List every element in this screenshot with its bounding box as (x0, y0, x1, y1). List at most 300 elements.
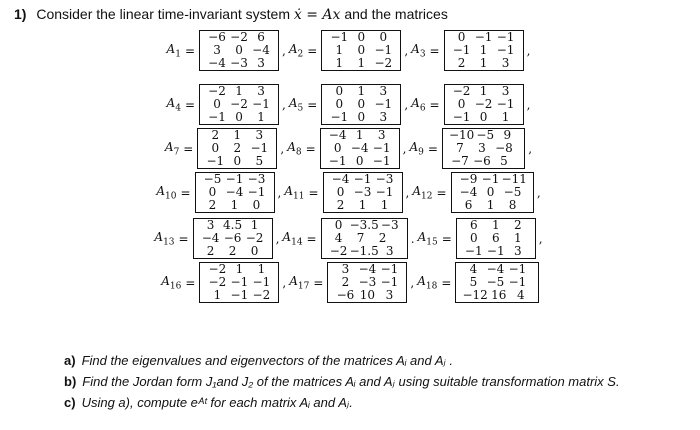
matrix-row (0, 84, 700, 125)
matrix-label: $A_6$ (411, 95, 426, 114)
matrix (456, 218, 536, 259)
matrix-row (0, 218, 700, 259)
matrix-entry: −1 (380, 262, 399, 276)
separator: , (410, 275, 415, 290)
matrix-entry: 3 (379, 110, 388, 124)
matrix-entry: 1 (491, 218, 500, 232)
matrix (442, 128, 525, 169)
matrix-entry: −4 (350, 141, 369, 155)
matrix-body (330, 173, 396, 212)
matrix-entry: −7 (451, 154, 469, 168)
separator: , (404, 97, 409, 112)
question-b (64, 371, 620, 392)
matrix-entry: 0 (357, 97, 366, 111)
equals-sign: = (307, 97, 318, 112)
problem-number: 1) (14, 6, 27, 22)
matrix-row-entries (328, 57, 394, 70)
matrix-index: 17 (297, 281, 310, 292)
matrix-definition (289, 30, 411, 71)
matrix-entry: 1 (335, 56, 344, 70)
matrix-entry: 2 (208, 198, 217, 212)
matrix (451, 172, 534, 213)
matrix-label: $A_{13}$ (154, 229, 175, 248)
matrix-entry: 3 (513, 244, 522, 258)
matrix-index: 18 (425, 281, 438, 292)
matrix-entry: −1 (328, 154, 347, 168)
matrix-entry: 0 (357, 110, 366, 124)
matrix-entry: 1 (257, 110, 265, 124)
matrix (323, 172, 403, 213)
equals-sign: = (184, 43, 196, 58)
matrix-definition (284, 172, 412, 213)
matrix-row (0, 262, 700, 303)
matrix-label: $A_5$ (288, 95, 304, 114)
matrix-definition (156, 172, 284, 213)
matrix-entry: 1 (235, 84, 243, 98)
matrix-entry: −1 (252, 97, 270, 111)
matrix-body (462, 263, 531, 302)
matrix-entry: 3 (255, 128, 264, 142)
matrix-entry: 4 (516, 288, 525, 302)
matrix-row (0, 172, 700, 213)
question-text: Find the Jordan form J₁and J₂ of the matrices Aᵢ and Aⱼ using suitable transformation matrix S. (82, 373, 620, 389)
matrix-entry: −1 (496, 30, 515, 44)
matrix-index: 5 (297, 103, 304, 114)
matrix-row-entries (328, 111, 394, 124)
equals-sign: = (436, 185, 447, 200)
matrix-entry: −1 (374, 43, 393, 57)
matrix-entry: 3 (213, 43, 221, 57)
matrix-entry: 1 (250, 218, 259, 232)
matrix-index: 13 (163, 237, 175, 248)
matrix-entry: −6 (473, 154, 491, 168)
matrix-index: 1 (175, 49, 181, 60)
question-text: Using a), compute eᴬᵗ for each matrix Aᵢ and Aⱼ. (81, 394, 353, 410)
matrix-entry: 0 (252, 198, 261, 212)
matrix-entry: 1 (486, 198, 495, 212)
matrix-entry: −1 (496, 97, 515, 111)
matrix-entry: 0 (208, 185, 217, 199)
matrix-entry: 0 (357, 30, 366, 44)
equals-sign: = (180, 185, 191, 200)
matrix (197, 128, 277, 169)
matrix-entry: −2 (374, 56, 393, 70)
equals-sign: = (429, 43, 440, 58)
matrix (321, 30, 401, 71)
matrix-body (202, 173, 268, 212)
matrix-entry: −1 (486, 244, 505, 258)
matrix-label: $A_8$ (287, 139, 302, 158)
matrix-entry: 7 (356, 231, 365, 245)
matrix-row-entries (200, 245, 266, 258)
matrix-entry: 1 (355, 128, 364, 142)
matrix-entry: −3 (247, 172, 266, 186)
matrix-entry: 0 (336, 185, 345, 199)
matrix-row-entries (206, 111, 272, 124)
matrix-label: $A_{10}$ (156, 183, 177, 202)
matrix-entry: −12 (462, 288, 488, 302)
matrix-definition (287, 128, 409, 169)
matrix-entry: −8 (495, 141, 513, 155)
matrix-entry: −1 (230, 275, 249, 289)
matrix-row-entries (206, 57, 272, 70)
matrix-label: $A_{17}$ (289, 273, 310, 292)
matrix-entry: 1 (479, 56, 488, 70)
matrix-entry: 7 (456, 141, 464, 155)
equals-sign: = (185, 275, 196, 290)
matrix-entry: −1 (464, 244, 483, 258)
matrix-entry: −1 (380, 275, 399, 289)
matrix-entry: 0 (335, 97, 344, 111)
matrix-entry: −4 (358, 262, 377, 276)
matrix-entry: 3 (341, 262, 350, 276)
matrix-entry: 1 (357, 56, 366, 70)
matrix-entry: −3 (375, 172, 394, 186)
matrix-label: $A_7$ (164, 139, 180, 158)
question-label: a) (64, 353, 76, 368)
matrix-entry: 3 (379, 84, 388, 98)
matrix-index: 10 (164, 191, 177, 202)
separator: , (282, 43, 286, 58)
matrix-entry: −4 (486, 262, 505, 276)
matrix-entry: 3 (257, 84, 265, 98)
problem-intro: Consider the linear time-invariant system (36, 6, 290, 22)
matrix-body (449, 129, 518, 168)
matrix-entry: −1 (252, 275, 271, 289)
matrix-body (458, 173, 527, 212)
matrix-body (334, 263, 400, 302)
equals-sign: = (429, 97, 440, 112)
equals-sign: = (306, 231, 317, 246)
separator: , (536, 185, 541, 200)
matrix-entry: 5 (255, 154, 264, 168)
equals-sign: = (427, 141, 438, 156)
matrix-entry: −4 (328, 128, 347, 142)
matrix-entry: 16 (491, 288, 507, 302)
matrix-entry: 2 (211, 128, 220, 142)
matrix-body (204, 129, 270, 168)
matrix-entry: −11 (501, 172, 527, 186)
matrix-definition (282, 218, 417, 259)
equals-sign: = (305, 141, 316, 156)
matrix-entry: −2 (245, 231, 264, 245)
matrix-entry: 2 (378, 231, 387, 245)
matrix-entry: −6 (208, 30, 226, 44)
matrix-entry: 4 (334, 231, 343, 245)
matrix-definition (411, 84, 533, 125)
separator: , (282, 275, 287, 290)
matrix-index: 2 (297, 49, 304, 60)
matrix-definition (161, 262, 289, 303)
matrix (199, 30, 279, 71)
matrix-entry: 0 (479, 110, 488, 124)
matrix (444, 30, 524, 71)
question-label: b) (64, 374, 77, 389)
matrix-entry: −5 (203, 172, 222, 186)
equals-sign: = (178, 231, 189, 246)
matrix-entry: −1 (330, 30, 349, 44)
matrix-entry: 1 (479, 43, 488, 57)
matrix-label: $A_{16}$ (161, 273, 182, 292)
matrix-entry: 6 (257, 30, 265, 44)
matrix (444, 84, 524, 125)
matrix-entry: 1 (380, 198, 389, 212)
separator: , (275, 231, 280, 246)
matrix-entry: 1 (335, 43, 344, 57)
separator: , (277, 185, 282, 200)
matrix-index: 3 (419, 49, 426, 60)
matrix-definition (289, 262, 417, 303)
matrix (320, 128, 400, 169)
matrix-body (451, 31, 517, 70)
matrix-entry: −2 (230, 30, 248, 44)
matrix-entry: 0 (486, 185, 495, 199)
matrix-body (451, 85, 517, 124)
matrix-entry: 1 (233, 128, 242, 142)
separator: , (280, 141, 285, 156)
matrix-row-entries (327, 155, 393, 168)
matrix-index: 4 (175, 103, 181, 114)
matrix-entry: −4 (252, 43, 270, 57)
matrix-entry: −4 (208, 56, 226, 70)
problem-statement (14, 6, 448, 23)
matrix-entry: 0 (357, 43, 366, 57)
matrix-index: 14 (291, 237, 303, 248)
matrix-entry: 3 (385, 244, 394, 258)
equals-sign: = (313, 275, 324, 290)
matrix-index: 11 (293, 191, 305, 202)
matrix-entry: 3 (501, 56, 510, 70)
matrix-entry: −1 (208, 110, 226, 124)
equals-sign: = (184, 97, 196, 112)
matrix-entry: 10 (359, 288, 376, 302)
matrix-entry: −10 (448, 128, 475, 142)
matrix-entry: 0 (233, 154, 242, 168)
matrix-entry: 2 (457, 56, 466, 70)
matrix-row-entries (206, 289, 272, 302)
matrix-index: 16 (169, 281, 182, 292)
question-list (64, 350, 620, 413)
matrix-entry: 1 (513, 231, 522, 245)
matrix-entry: −2 (474, 97, 493, 111)
matrix-entry: 0 (469, 231, 478, 245)
matrix-entry: 3 (206, 218, 215, 232)
separator: , (538, 231, 543, 246)
matrix-index: 9 (418, 147, 424, 158)
matrix-entry: −3 (353, 185, 372, 199)
matrix-row-entries (451, 57, 517, 70)
matrix-body (327, 129, 393, 168)
matrix-entry: −1.5 (349, 244, 379, 258)
equals-sign: = (307, 43, 318, 58)
matrix-entry: 0 (211, 141, 220, 155)
matrix-entry: −4 (201, 231, 220, 245)
question-a (64, 350, 620, 371)
problem-tail: and the matrices (344, 6, 448, 22)
matrix-entry: −1 (206, 154, 225, 168)
separator: , (526, 43, 531, 58)
matrix-row-entries (334, 289, 400, 302)
matrix-label: $A_{12}$ (412, 183, 433, 202)
matrix (199, 84, 279, 125)
matrix-definition (154, 218, 282, 259)
matrix-body (328, 31, 394, 70)
matrix-entry: −2 (208, 262, 227, 276)
matrix-entry: 3 (478, 141, 486, 155)
matrix-entry: −5 (503, 185, 522, 199)
matrix (195, 172, 275, 213)
matrix-entry: 1 (501, 110, 510, 124)
matrix-entry: −1 (225, 172, 244, 186)
matrix-definition (167, 30, 289, 71)
matrix-entry: −1 (372, 141, 391, 155)
matrix-definition (412, 172, 543, 213)
matrix-row-entries (328, 245, 401, 258)
matrix-entry: −1 (496, 43, 515, 57)
matrix-entry: 0 (457, 97, 466, 111)
matrix-index: 6 (419, 103, 426, 114)
matrix-row-entries (449, 155, 518, 168)
system-equation: ẋ = Ax (293, 7, 341, 23)
matrix (199, 262, 279, 303)
matrix-entry: 6 (491, 231, 500, 245)
matrix-entry: 0 (250, 244, 259, 258)
matrix (455, 262, 538, 303)
matrix-entry: −1 (375, 185, 394, 199)
matrix-entry: −4 (225, 185, 244, 199)
matrix-definition (165, 128, 287, 169)
matrix-entry: −4 (331, 172, 350, 186)
matrix-entry: −3 (358, 275, 377, 289)
matrix-entry: 5 (469, 275, 478, 289)
matrix-entry: −1 (372, 154, 391, 168)
matrix-entry: 2 (228, 244, 237, 258)
matrix-entry: −1 (508, 262, 527, 276)
matrix-entry: 6 (469, 218, 478, 232)
matrix-entry: 4.5 (223, 218, 243, 232)
matrix-entry: −1 (452, 43, 471, 57)
matrix-index: 7 (173, 147, 180, 158)
matrix-entry: 1 (358, 198, 367, 212)
matrix-entry: −1 (452, 110, 471, 124)
separator: . (410, 231, 415, 246)
separator: , (404, 43, 409, 58)
matrix-label: $A_1$ (166, 41, 181, 60)
matrix-entry: −4 (459, 185, 478, 199)
matrix-row-entries (202, 199, 268, 212)
matrix-label: $A_{14}$ (282, 229, 303, 248)
matrix-body (463, 219, 529, 258)
matrix-entry: 0 (457, 30, 466, 44)
equals-sign: = (441, 275, 452, 290)
matrix (321, 84, 401, 125)
matrix-entry: 4 (469, 262, 478, 276)
matrix-entry: 3 (501, 84, 510, 98)
matrix-entry: 0 (334, 218, 343, 232)
matrix-entry: 2 (206, 244, 215, 258)
matrix-entry: −1 (374, 97, 393, 111)
matrix-entry: 1 (230, 198, 239, 212)
matrix-label: $A_{11}$ (284, 183, 305, 202)
matrix-row-entries (330, 199, 396, 212)
matrix (321, 218, 408, 259)
separator: , (526, 97, 531, 112)
matrix-body (328, 85, 394, 124)
matrix-entry: 2 (336, 198, 345, 212)
question-text: Find the eigenvalues and eigenvectors of the matrices Aᵢ and Aⱼ . (81, 352, 454, 368)
matrix-entry: −1 (230, 288, 249, 302)
separator: , (282, 97, 286, 112)
matrix-label: $A_3$ (411, 41, 426, 60)
matrix-entry: −2 (252, 288, 271, 302)
matrix-entry: −9 (459, 172, 478, 186)
separator: , (402, 141, 407, 156)
matrix-entry: 1 (257, 262, 266, 276)
matrix-entry: −1 (508, 275, 527, 289)
matrix-label: $A_{18}$ (417, 273, 438, 292)
equals-sign: = (183, 141, 194, 156)
matrix-body (206, 85, 272, 124)
matrix-entry: 0 (335, 84, 344, 98)
matrix-body (328, 219, 401, 258)
matrix-entry: 1 (235, 262, 244, 276)
matrix-row-entries (204, 155, 270, 168)
matrix-entry: −5 (476, 128, 495, 142)
matrix-row-entries (463, 245, 529, 258)
matrix-body (206, 31, 272, 70)
matrix-entry: 2 (513, 218, 522, 232)
matrix-label: $A_{15}$ (417, 229, 438, 248)
matrix-definition (417, 262, 539, 303)
matrix-entry: −1 (247, 185, 266, 199)
matrix-entry: 1 (357, 84, 366, 98)
matrix-entry: −3 (230, 56, 248, 70)
matrix-entry: 0 (235, 43, 243, 57)
matrix-entry: 0 (333, 141, 342, 155)
matrix-row (0, 30, 700, 71)
matrix-label: $A_9$ (409, 139, 424, 158)
matrix-row-entries (462, 289, 531, 302)
matrix-entry: 9 (503, 128, 512, 142)
separator: , (405, 185, 410, 200)
matrix-label: $A_4$ (166, 95, 181, 114)
matrix (193, 218, 273, 259)
matrix-entry: 1 (479, 84, 488, 98)
matrix-entry: 3 (377, 128, 386, 142)
matrix (327, 262, 407, 303)
matrix-entry: 2 (341, 275, 350, 289)
question-c (64, 392, 620, 413)
matrix-entry: −1 (474, 30, 493, 44)
equals-sign: = (308, 185, 319, 200)
matrix-definition (289, 84, 411, 125)
matrix-entry: 8 (508, 198, 517, 212)
matrix-body (206, 263, 272, 302)
matrix-definition (418, 218, 546, 259)
matrix-definition (409, 128, 535, 169)
matrix-entry: −6 (223, 231, 242, 245)
matrix-entry: −2 (452, 84, 471, 98)
matrix-entry: −3 (380, 218, 399, 232)
matrix-entry: 1 (213, 288, 222, 302)
matrix-body (200, 219, 266, 258)
matrix-entry: −1 (353, 172, 372, 186)
matrix-entry: 0 (379, 30, 388, 44)
equals-sign: = (441, 231, 452, 246)
matrix-entry: 6 (464, 198, 473, 212)
matrix-entry: −1 (481, 172, 500, 186)
matrix-entry: 3 (385, 288, 394, 302)
